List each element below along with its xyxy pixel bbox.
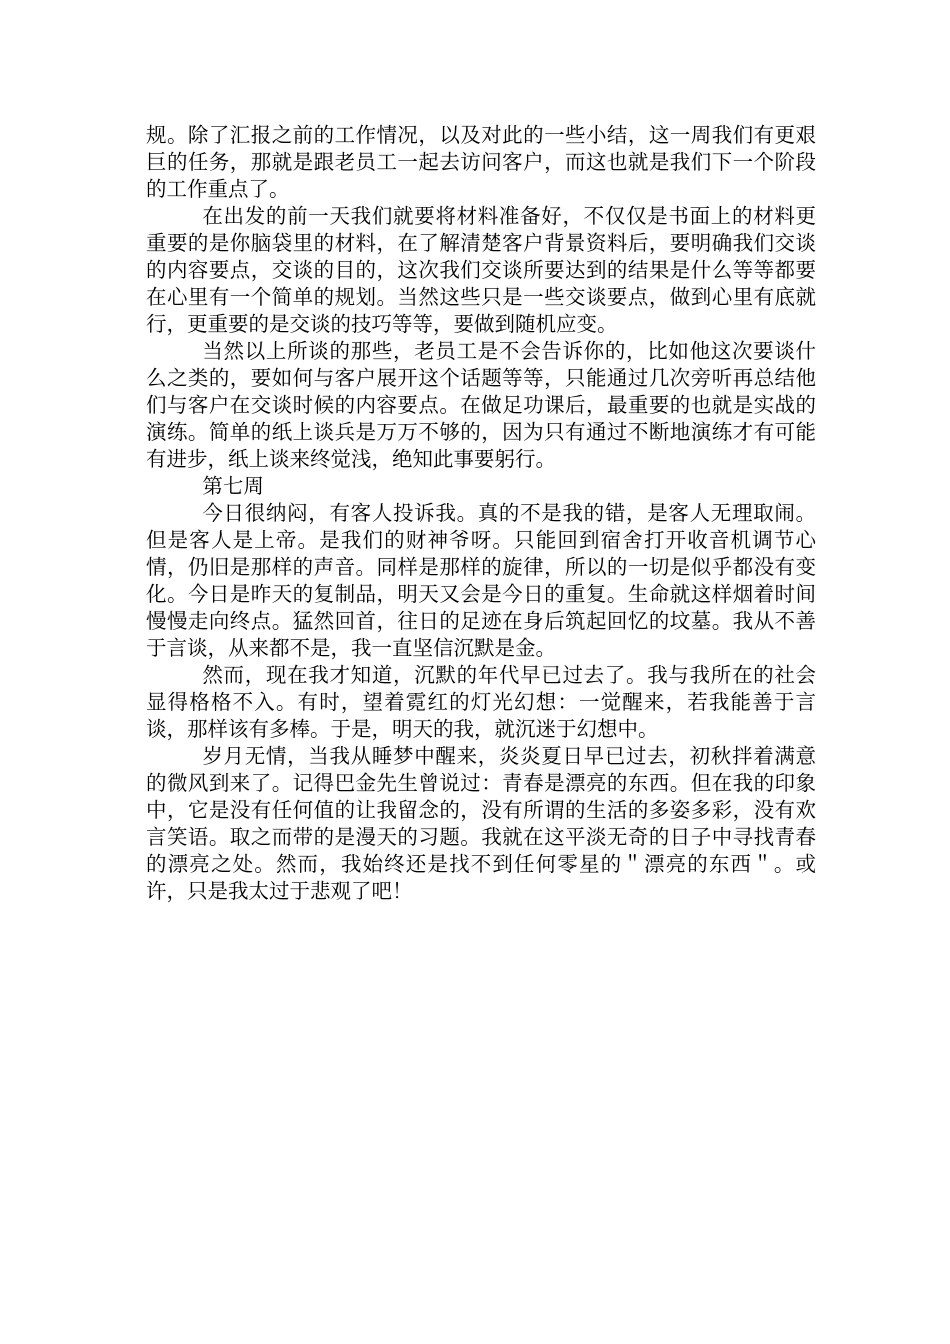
document-body: [146, 122, 816, 905]
paragraph-silence: 然而，现在我才知道，沉默的年代早已过去了。我与我所在的社会显得格格不入。有时，望着霓红的灯光幻想：一觉醒来，若我能善于言谈，那样该有多棒。于是，明天的我，就沉迷于幻想中。: [146, 663, 816, 741]
paragraph-preparation: 在出发的前一天我们就要将材料准备好，不仅仅是书面上的材料更重要的是你脑袋里的材料，在了解清楚客户背景资料后，要明确我们交谈的内容要点，交谈的目的，这次我们交谈所要达到的结果是什么等等都要在心里有一个简单的规划。当然这些只是一些交谈要点，做到心里有底就行，更重要的是交谈的技巧等等，要做到随机应变。: [146, 204, 816, 336]
paragraph-complaint: 今日很纳闷，有客人投诉我。真的不是我的错，是客人无理取闹。但是客人是上帝。是我们的财神爷呀。只能回到宿舍打开收音机调节心情，仍旧是那样的声音。同样是那样的旋律，所以的一切是似乎都没有变化。今日是昨天的复制品，明天又会是今日的重复。生命就这样烟着时间慢慢走向终点。猛然回首，往日的足迹在身后筑起回忆的坟墓。我从不善于言谈，从来都不是，我一直坚信沉默是金。: [146, 501, 816, 660]
section-heading-week-seven: 第七周: [202, 474, 264, 498]
paragraph-practice: 当然以上所谈的那些，老员工是不会告诉你的，比如他这次要谈什么之类的，要如何与客户展开这个话题等等，只能通过几次旁听再总结他们与客户在交谈时候的内容要点。在做足功课后，最重要的也就是实战的演练。简单的纸上谈兵是万万不够的，因为只有通过不断地演练才有可能有进步，纸上谈来终觉浅，绝知此事要躬行。: [146, 339, 816, 471]
paragraph-youth: 岁月无情，当我从睡梦中醒来，炎炎夏日早已过去，初秋拌着满意的微风到来了。记得巴金先生曾说过：青春是漂亮的东西。但在我的印象中，它是没有任何值的让我留念的，没有所谓的生活的多姿多彩，没有欢言笑语。取之而带的是漫天的习题。我就在这平淡无奇的日子中寻找青春的漂亮之处。然而，我始终还是找不到任何零星的＂漂亮的东西＂。或许，只是我太过于悲观了吧！: [146, 744, 816, 903]
paragraph-continuation: 规。除了汇报之前的工作情况，以及对此的一些小结，这一周我们有更艰巨的任务，那就是跟老员工一起去访问客户，而这也就是我们下一个阶段的工作重点了。: [146, 123, 816, 201]
